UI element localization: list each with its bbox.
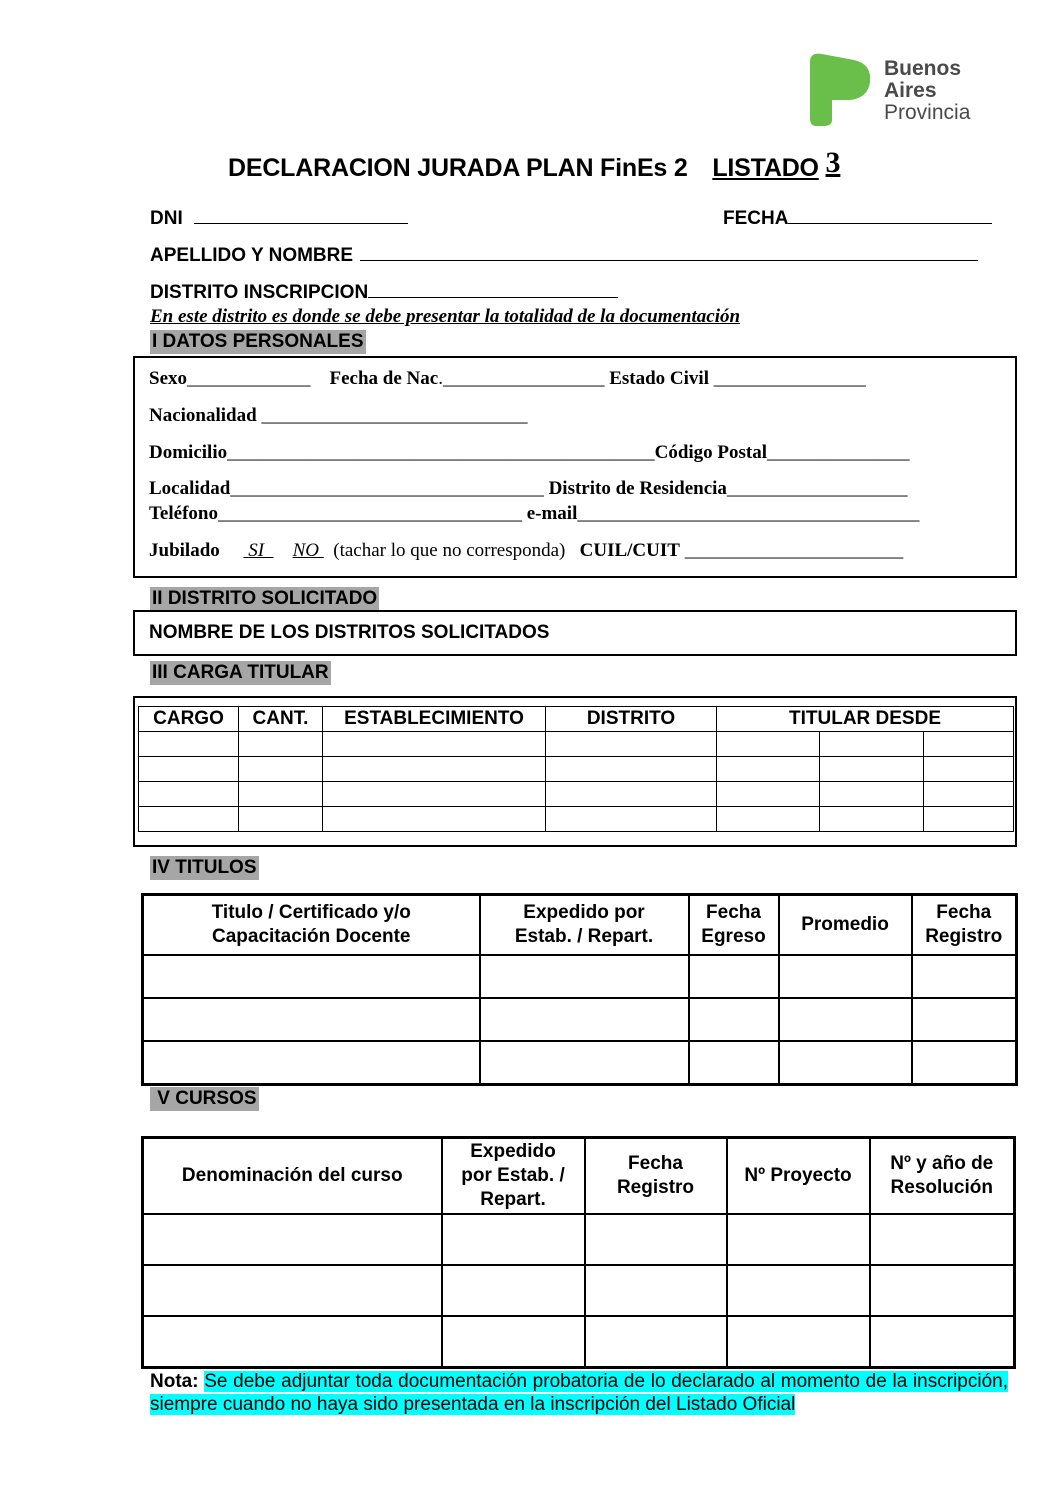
table-cell[interactable] (727, 1265, 870, 1316)
dni-label: DNI (150, 208, 183, 229)
logo-line-2: Aires (884, 79, 937, 102)
fecha-nac-line[interactable]: ._________________ (438, 368, 605, 389)
table-cell[interactable] (546, 782, 717, 807)
header-proyecto: Nº Proyecto (727, 1138, 870, 1215)
distrito-inscripcion-field[interactable] (150, 282, 618, 304)
logo-line-1: Buenos (884, 57, 962, 80)
table-cell[interactable] (870, 1265, 1015, 1316)
table-cell[interactable] (820, 807, 924, 832)
domicilio-line[interactable]: _____________________________________________ (227, 442, 655, 463)
table-cell[interactable] (689, 955, 779, 998)
table-cell[interactable] (239, 782, 323, 807)
sexo-line[interactable]: _____________ (187, 368, 311, 389)
header-resolucion: Nº y año de Resolución (870, 1138, 1015, 1215)
table-cell[interactable] (239, 732, 323, 757)
table-cell[interactable] (924, 732, 1014, 757)
table-row (143, 1316, 1015, 1368)
domicilio-label: Domicilio (149, 442, 228, 463)
nota (150, 1370, 1008, 1416)
table-cell[interactable] (585, 1214, 727, 1265)
email-line[interactable]: ____________________________________ (577, 503, 920, 524)
table-cell[interactable] (442, 1214, 585, 1265)
title-listado: LISTADO (712, 154, 819, 182)
table-cell[interactable] (546, 732, 717, 757)
table-cell[interactable] (143, 1265, 442, 1316)
nacionalidad-label: Nacionalidad (149, 405, 257, 426)
header-titulo: Titulo / Certificado y/o Capacitación Docente (143, 895, 480, 956)
row-nacionalidad (149, 405, 527, 427)
distrito-residencia-line[interactable]: ___________________ (726, 478, 908, 499)
distrito-residencia-label: Distrito de Residencia (548, 478, 727, 499)
cursos-table (141, 1136, 1016, 1369)
distrito-inscripcion-line[interactable] (368, 283, 618, 298)
section-datos-personales: I DATOS PERSONALES (152, 331, 364, 352)
table-cell[interactable] (143, 955, 480, 998)
datos-personales-box (133, 356, 1017, 578)
distritos-solicitados-label: NOMBRE DE LOS DISTRITOS SOLICITADOS (149, 622, 550, 643)
header-fecha-registro-curso: Fecha Registro (585, 1138, 727, 1215)
carga-titular-table (138, 706, 1014, 832)
dni-field[interactable] (150, 208, 408, 230)
table-row (143, 1214, 1015, 1265)
table-cell[interactable] (239, 757, 323, 782)
nacionalidad-line[interactable]: ____________________________ (261, 405, 528, 426)
table-cell[interactable] (323, 807, 546, 832)
table-cell[interactable] (717, 782, 820, 807)
table-row (139, 807, 1014, 832)
title-main: DECLARACION JURADA PLAN FinEs 2 (228, 154, 688, 182)
header-titular-desde: TITULAR DESDE (717, 707, 1014, 732)
table-cell[interactable] (139, 757, 239, 782)
table-cell[interactable] (239, 807, 323, 832)
table-row (143, 998, 1017, 1041)
table-cell[interactable] (924, 782, 1014, 807)
logo-line-3: Provincia (884, 101, 971, 124)
codigo-postal-label: Código Postal (654, 442, 768, 463)
table-cell[interactable] (480, 955, 689, 998)
row-sexo (149, 368, 866, 390)
table-cell[interactable] (323, 757, 546, 782)
table-cell[interactable] (912, 998, 1017, 1041)
row-telefono (149, 503, 919, 525)
row-domicilio (149, 442, 910, 464)
cuil-line[interactable]: _______________________ (684, 540, 904, 561)
section-cursos: V CURSOS (152, 1088, 257, 1109)
fecha-nac-label: Fecha de Nac (329, 368, 439, 389)
table-cell[interactable] (585, 1265, 727, 1316)
table-cell[interactable] (442, 1265, 585, 1316)
distritos-solicitados-box[interactable] (133, 610, 1017, 656)
header-cant: CANT. (239, 707, 323, 732)
table-cell[interactable] (585, 1316, 727, 1368)
nota-text: Se debe adjuntar toda documentación probatoria de lo declarado al momento de la inscripción, siempre cuando no haya sido presentada en la inscripción del Listado Oficial (150, 1371, 1008, 1415)
table-cell[interactable] (727, 1214, 870, 1265)
table-cell[interactable] (323, 732, 546, 757)
title-number: 3 (825, 146, 841, 179)
table-cell[interactable] (143, 1214, 442, 1265)
sexo-label: Sexo (149, 368, 187, 389)
apellido-field[interactable] (150, 245, 978, 267)
header-distrito: DISTRITO (546, 707, 717, 732)
table-cell[interactable] (689, 998, 779, 1041)
table-cell[interactable] (717, 757, 820, 782)
header-fecha-egreso: Fecha Egreso (689, 895, 779, 956)
header-cargo: CARGO (139, 707, 239, 732)
table-cell[interactable] (717, 732, 820, 757)
table-cell[interactable] (323, 782, 546, 807)
table-cell[interactable] (143, 1041, 480, 1085)
jubilado-label: Jubilado (149, 540, 220, 561)
table-cell[interactable] (727, 1316, 870, 1368)
table-row (139, 757, 1014, 782)
table-row (143, 1265, 1015, 1316)
header-promedio: Promedio (779, 895, 912, 956)
table-cell[interactable] (924, 807, 1014, 832)
telefono-label: Teléfono (149, 503, 218, 524)
section-distrito-solicitado: II DISTRITO SOLICITADO (152, 588, 378, 609)
table-cell[interactable] (924, 757, 1014, 782)
table-row (139, 782, 1014, 807)
table-cell[interactable] (779, 1041, 912, 1085)
table-cell[interactable] (689, 1041, 779, 1085)
table-cell[interactable] (912, 955, 1017, 998)
row-jubilado (149, 540, 903, 562)
table-cell[interactable] (139, 782, 239, 807)
email-label: e-mail (526, 503, 578, 524)
table-cell[interactable] (442, 1316, 585, 1368)
table-cell[interactable] (779, 955, 912, 998)
localidad-label: Localidad (149, 478, 231, 499)
table-cell[interactable] (820, 732, 924, 757)
section-carga-titular: III CARGA TITULAR (152, 662, 329, 683)
buenos-aires-logo-icon (806, 48, 876, 128)
table-cell[interactable] (912, 1041, 1017, 1085)
fecha-label: FECHA (723, 208, 789, 229)
codigo-postal-line[interactable]: _______________ (767, 442, 910, 463)
distrito-note: En este distrito es donde se debe presentar la totalidad de la documentación (150, 306, 741, 327)
table-cell[interactable] (480, 998, 689, 1041)
table-cell[interactable] (143, 998, 480, 1041)
header-expedido: Expedido por Estab. / Repart. (480, 895, 689, 956)
apellido-label: APELLIDO Y NOMBRE (150, 245, 354, 266)
table-cell[interactable] (480, 1041, 689, 1085)
cuil-label: CUIL/CUIT (579, 540, 680, 561)
distrito-inscripcion-label: DISTRITO INSCRIPCION (150, 282, 369, 303)
dni-line[interactable] (194, 209, 408, 224)
header-fecha-registro: Fecha Registro (912, 895, 1017, 956)
table-cell[interactable] (139, 732, 239, 757)
table-cell[interactable] (779, 998, 912, 1041)
header-establecimiento: ESTABLECIMIENTO (323, 707, 546, 732)
apellido-line[interactable] (360, 246, 978, 261)
page-title (228, 146, 841, 184)
table-cell[interactable] (870, 1214, 1015, 1265)
table-row (139, 732, 1014, 757)
table-cell[interactable] (820, 782, 924, 807)
fecha-line[interactable] (788, 209, 992, 224)
tachar-instruction: (tachar lo que no corresponda) (333, 540, 566, 561)
localidad-line[interactable]: _________________________________ (230, 478, 544, 499)
row-localidad (149, 478, 907, 500)
table-cell[interactable] (820, 757, 924, 782)
jubilado-no-option[interactable]: NO (292, 540, 319, 561)
table-cell[interactable] (546, 807, 717, 832)
jubilado-si-option[interactable]: SI (248, 540, 265, 561)
telefono-line[interactable]: ________________________________ (217, 503, 522, 524)
table-row (143, 955, 1017, 998)
header-expedido-curso: Expedido por Estab. / Repart. (442, 1138, 585, 1215)
table-cell[interactable] (546, 757, 717, 782)
section-titulos: IV TITULOS (152, 857, 257, 878)
logo-text (884, 58, 970, 124)
table-cell[interactable] (717, 807, 820, 832)
table-cell[interactable] (143, 1316, 442, 1368)
header-denominacion: Denominación del curso (143, 1138, 442, 1215)
table-cell[interactable] (870, 1316, 1015, 1368)
nota-label: Nota: (150, 1371, 199, 1392)
table-row (143, 1041, 1017, 1085)
fecha-field[interactable] (723, 208, 992, 230)
estado-civil-line[interactable]: ________________ (713, 368, 866, 389)
table-cell[interactable] (139, 807, 239, 832)
titulos-table (141, 893, 1018, 1086)
estado-civil-label: Estado Civil (609, 368, 709, 389)
